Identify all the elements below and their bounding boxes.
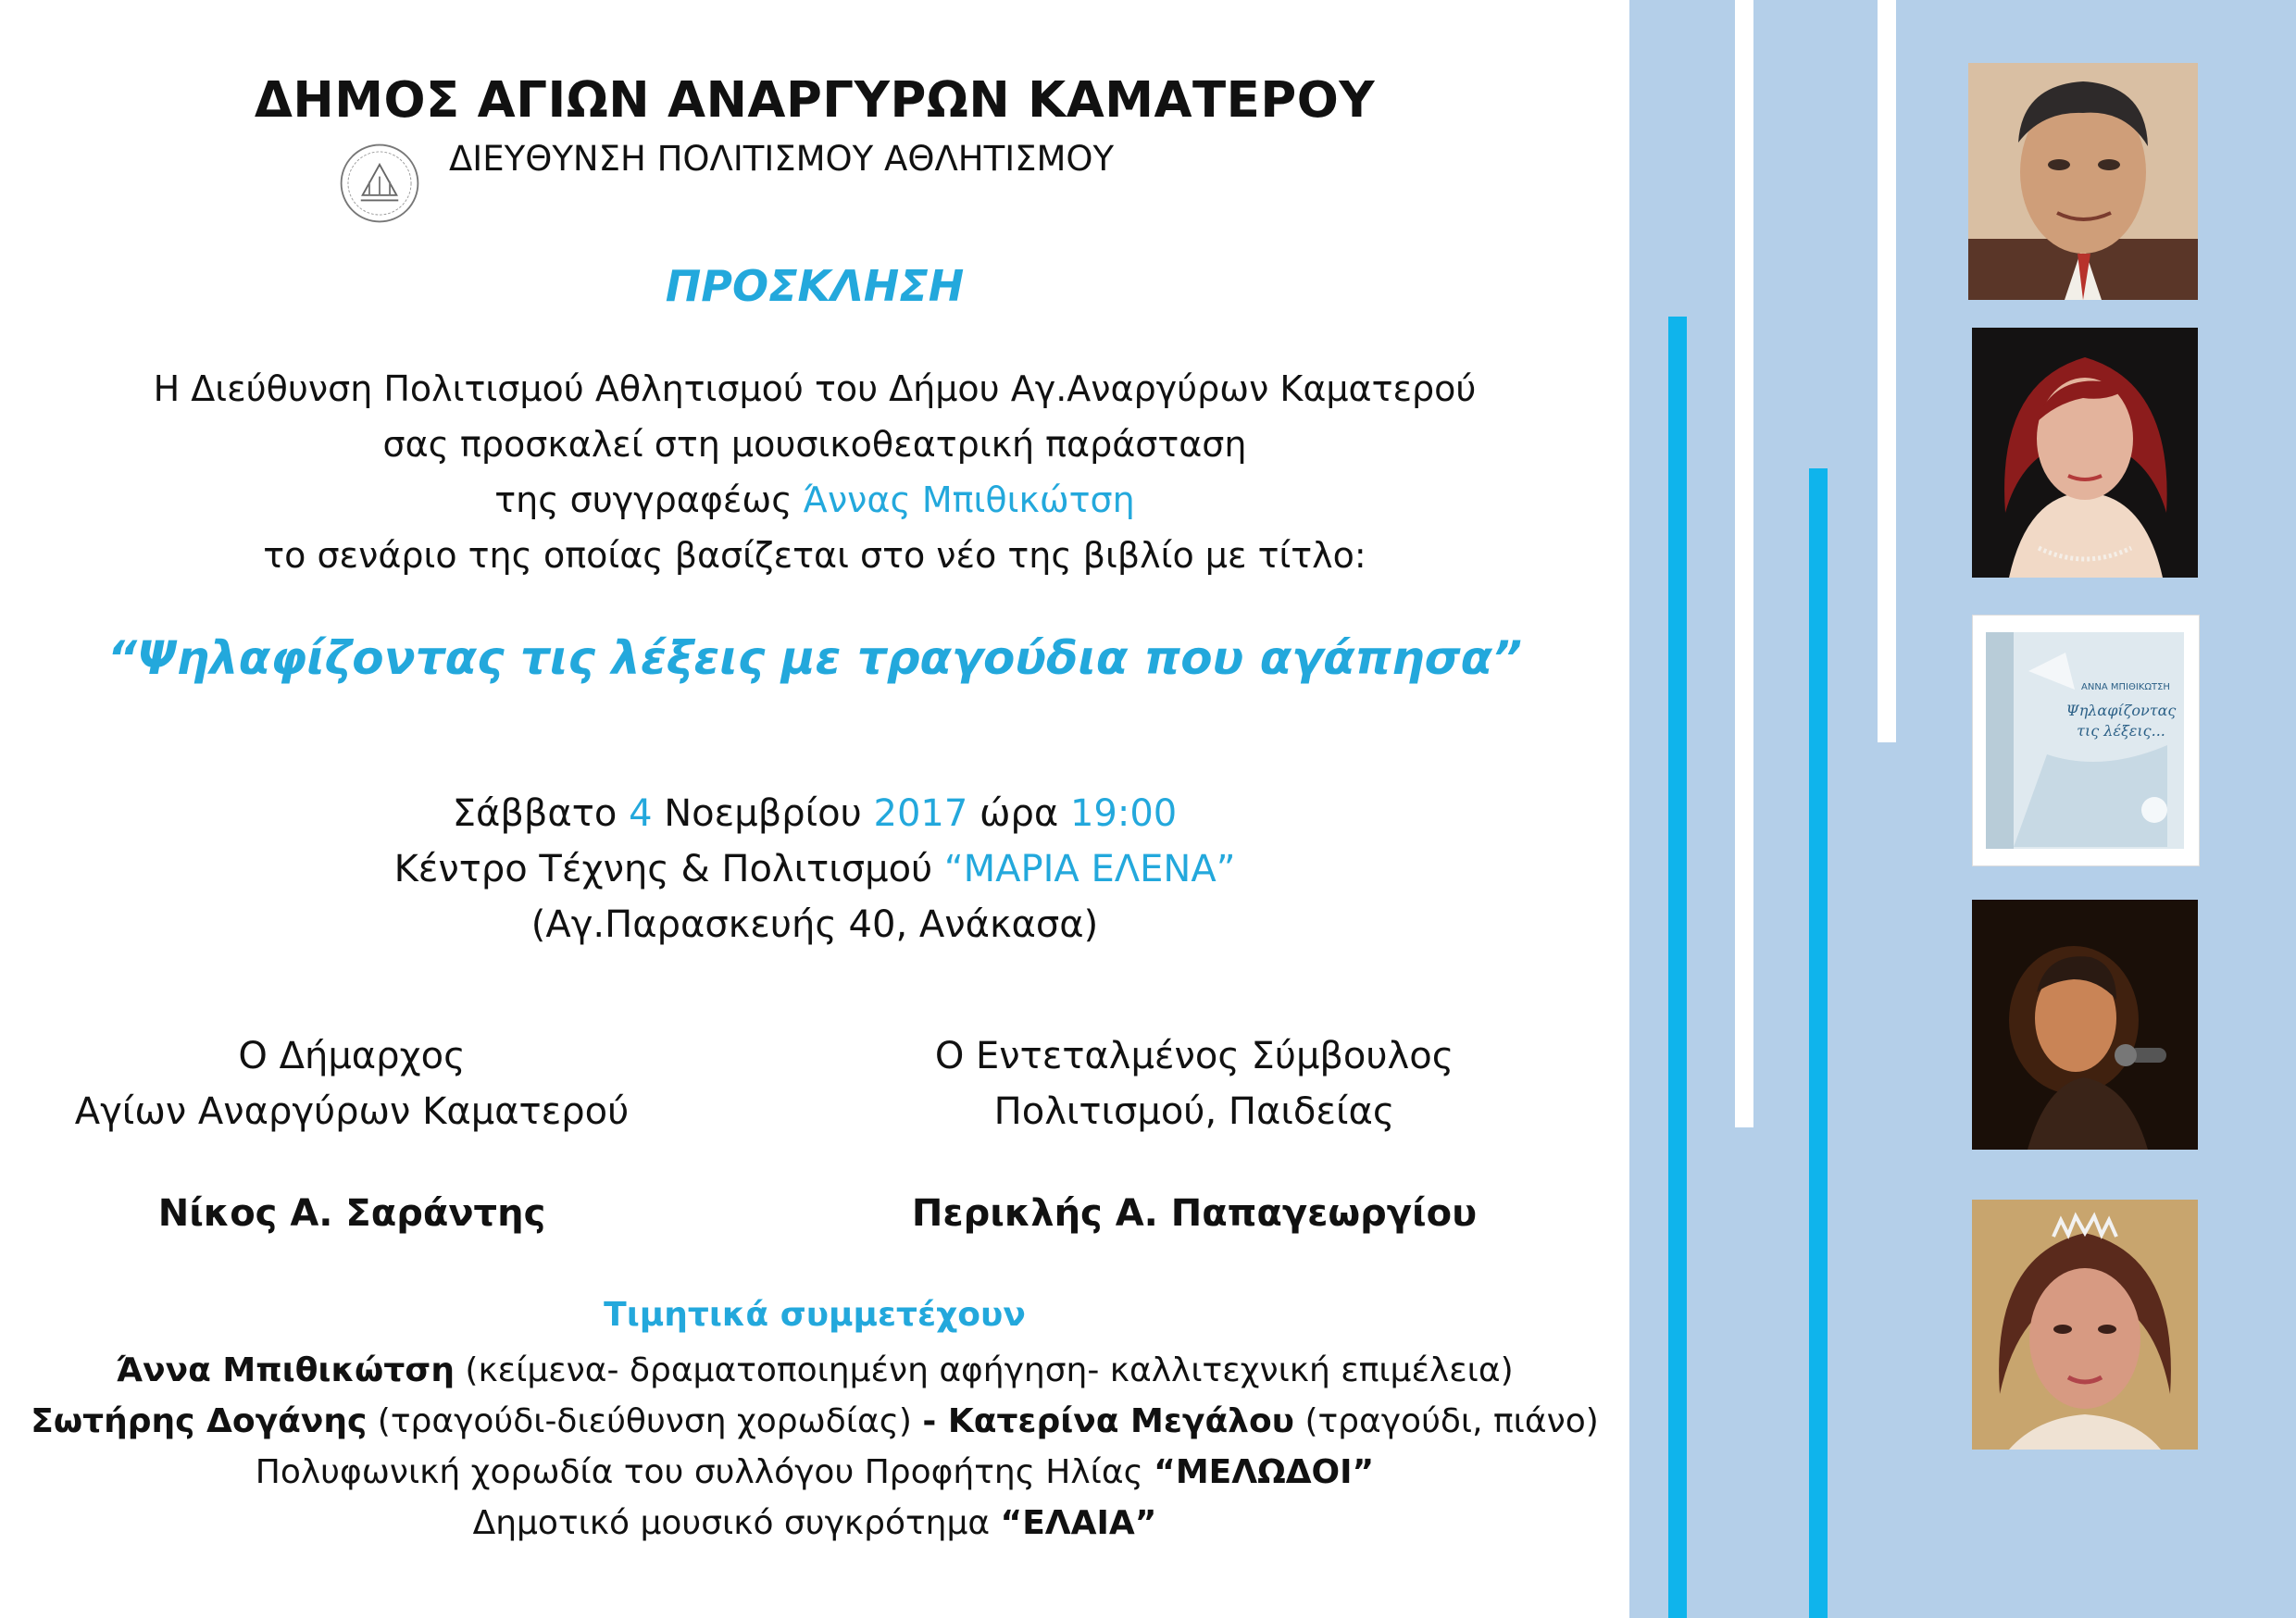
municipality-heading: ΔΗΜΟΣ ΑΓΙΩΝ ΑΝΑΡΓΥΡΩΝ ΚΑΜΑΤΕΡΟΥ (254, 72, 1376, 129)
intro-line-3-text: της συγγραφέως (494, 479, 804, 520)
participant-name: Άννα Μπιθικώτση (116, 1351, 455, 1389)
councillor-org: Πολιτισμού, Παιδείας (993, 1090, 1395, 1133)
event-time: 19:00 (1069, 792, 1178, 835)
event-time-word: ώρα (967, 792, 1070, 835)
mayor-role: Ο Δήμαρχος (238, 1035, 466, 1077)
mayor-org: Αγίων Αναργύρων Καματερού (74, 1090, 630, 1133)
portrait-woman-red-hair (1972, 328, 2198, 578)
honorary-heading: Τιμητικά συμμετέχουν (604, 1296, 1026, 1334)
book-title: “Ψηλαφίζοντας τις λέξεις με τραγούδια που αγάπησα” (106, 631, 1523, 685)
portrait-woman-tiara (1972, 1200, 2198, 1450)
councillor-name: Περικλής Α. Παπαγεωργίου (911, 1192, 1478, 1235)
intro-line-4: το σενάριο της οποίας βασίζεται στο νέο της βιβλίο με τίτλο: (263, 535, 1366, 576)
cyan-stripe (1668, 317, 1687, 1618)
event-datetime (0, 792, 1629, 835)
book-cover-image (1972, 615, 2200, 866)
book-cover-author: ΑΝΝΑ ΜΠΙΘΙΚΩΤΣΗ (2081, 682, 2170, 692)
separator: - (922, 1402, 948, 1440)
choir-prefix: Πολυφωνική χορωδία του συλλόγου Προφήτης Ηλίας (255, 1453, 1154, 1491)
venue-name: “ΜΑΡΙΑ ΕΛΕΝΑ” (943, 848, 1236, 890)
event-address: (Αγ.Παρασκευής 40, Ανάκασα) (530, 903, 1099, 946)
event-date-number: 4 (629, 792, 653, 835)
band-prefix: Δημοτικό μουσικό συγκρότημα (472, 1504, 1001, 1542)
municipal-seal-icon (337, 141, 422, 226)
choir-name: “ΜΕΛΩΔΟΙ” (1154, 1453, 1375, 1491)
participant-role: (τραγούδι, πιάνο) (1294, 1402, 1599, 1440)
councillor-role: Ο Εντεταλμένος Σύμβουλος (934, 1035, 1454, 1077)
participant-name: Κατερίνα Μεγάλου (947, 1402, 1294, 1440)
cyan-stripe (1809, 468, 1828, 1618)
participant-line-2 (0, 1402, 1629, 1440)
event-year: 2017 (873, 792, 968, 835)
intro-line-2: σας προσκαλεί στη μουσικοθεατρική παράσταση (382, 424, 1247, 465)
portrait-man-singing (1972, 900, 2198, 1150)
author-name: Άννας Μπιθικώτση (803, 479, 1135, 520)
band-line (0, 1504, 1629, 1542)
choir-line (0, 1453, 1629, 1491)
participant-role: (κείμενα- δραματοποιημένη αφήγηση- καλλιτεχνική επιμέλεια) (454, 1351, 1514, 1389)
portrait-man-painting (1968, 63, 2198, 300)
white-stripe (1735, 0, 1753, 1127)
event-venue (0, 848, 1629, 890)
department-heading: ΔΙΕΥΘΥΝΣΗ ΠΟΛΙΤΙΣΜΟΥ ΑΘΛΗΤΙΣΜΟΥ (449, 139, 1115, 179)
intro-line-1: Η Διεύθυνση Πολιτισμού Αθλητισμού του Δήμου Αγ.Αναργύρων Καματερού (153, 368, 1477, 409)
band-name: “ΕΛΑΙΑ” (1000, 1504, 1157, 1542)
intro-line-3 (0, 479, 1629, 520)
book-cover-title: Ψηλαφίζοντας τις λέξεις... (2065, 702, 2177, 740)
event-day: Σάββατο (452, 792, 630, 835)
white-stripe (1878, 0, 1896, 742)
invitation-title: ΠΡΟΣΚΛΗΣΗ (665, 261, 965, 311)
participant-line-1 (0, 1351, 1629, 1389)
participant-role: (τραγούδι-διεύθυνση χορωδίας) (367, 1402, 923, 1440)
event-month: Νοεμβρίου (652, 792, 874, 835)
venue-prefix: Κέντρο Τέχνης & Πολιτισμού (393, 848, 944, 890)
mayor-name: Νίκος Α. Σαράντης (157, 1192, 546, 1235)
participant-name: Σωτήρης Δογάνης (31, 1402, 368, 1440)
